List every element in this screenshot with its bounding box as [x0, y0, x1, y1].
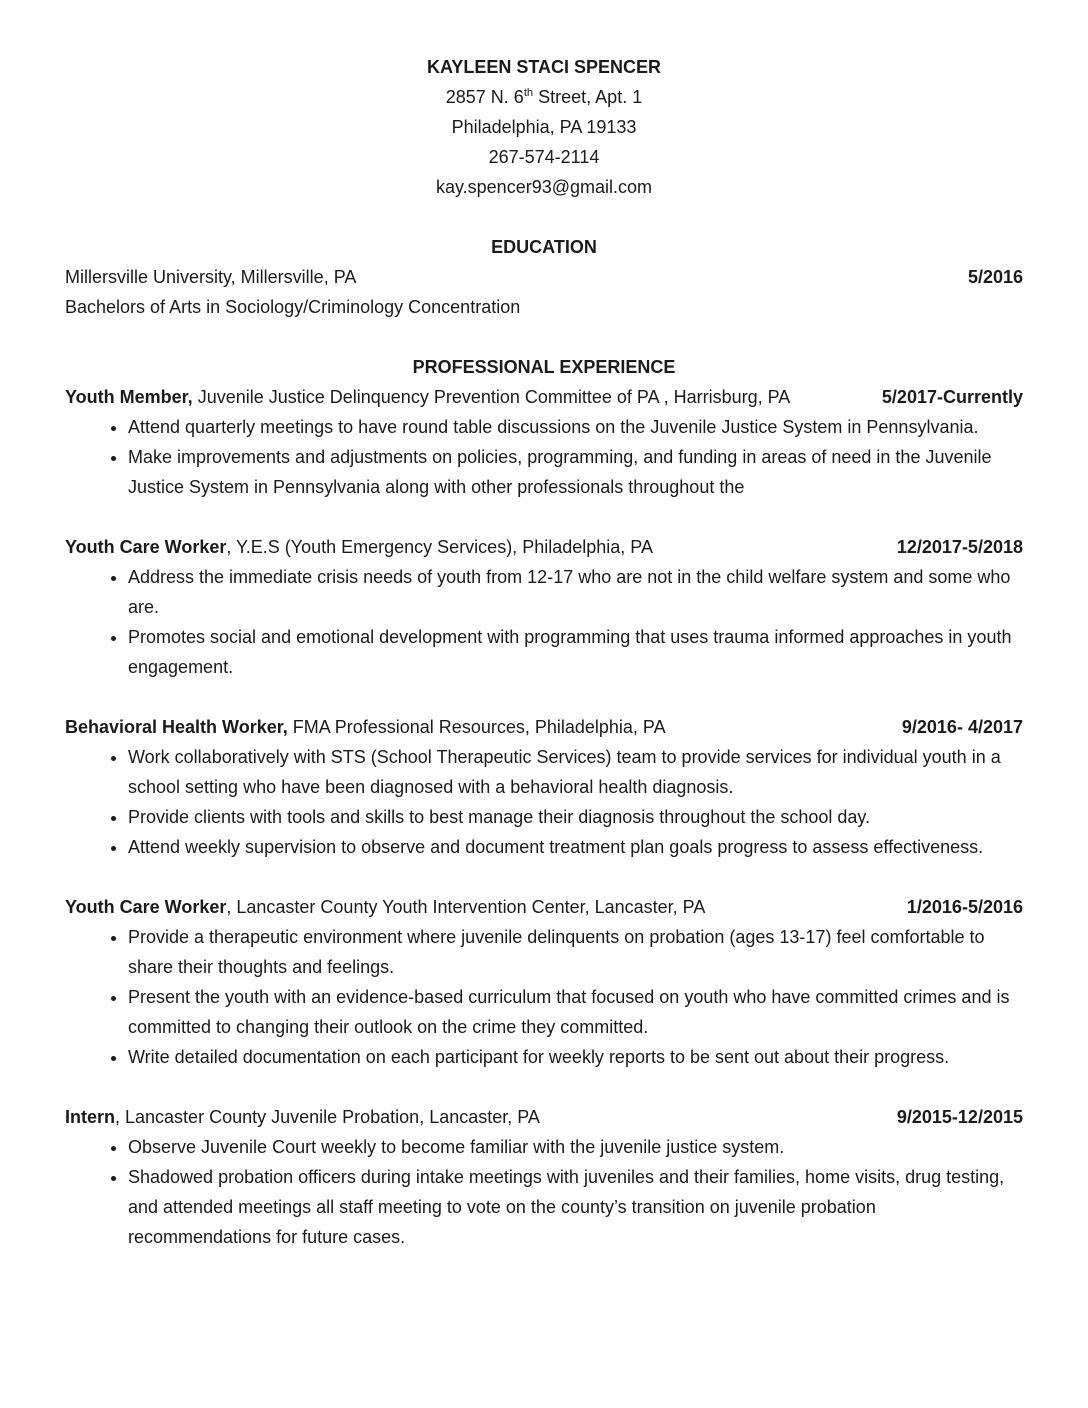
job-entry-intern	[65, 1102, 1023, 1252]
address-number: 2857 N. 6	[445, 87, 524, 107]
job-title: Youth Care Worker	[65, 537, 227, 557]
job-bullets	[65, 742, 1023, 862]
education-heading: EDUCATION	[491, 237, 597, 257]
bullet-item: • Present the youth with an evidence-based curriculum that focused on youth who have committed crimes and is committed to changing their outlook on the crime they committed.	[128, 982, 1023, 1042]
job-entry-youth-care-worker-yes	[65, 532, 1023, 682]
job-header	[65, 1102, 1023, 1132]
job-bullets	[65, 1132, 1023, 1252]
contact-header	[65, 52, 1023, 202]
email-address: kay.spencer93@gmail.com	[435, 177, 653, 197]
experience-heading: PROFESSIONAL EXPERIENCE	[412, 357, 676, 377]
education-section	[65, 232, 1023, 322]
bullet-item: • Work collaboratively with STS (School Therapeutic Services) team to provide services for individual youth in a school setting who have been diagnosed with a behavioral health diagnosis.	[128, 742, 1023, 802]
education-entry	[65, 262, 1023, 292]
job-title: Intern	[65, 1107, 116, 1127]
education-degree: Bachelors of Arts in Sociology/Criminology Concentration	[65, 297, 521, 317]
job-header	[65, 382, 1023, 412]
job-bullets	[65, 412, 1023, 502]
education-school: Millersville University, Millersville, PA	[65, 267, 357, 287]
job-date: 9/2015-12/2015	[896, 1107, 1023, 1127]
job-date: 5/2017-Currently	[881, 387, 1023, 407]
job-title-line	[65, 382, 790, 412]
job-company: , Y.E.S (Youth Emergency Services), Philadelphia, PA	[226, 537, 653, 557]
job-entry-youth-care-worker-lancaster	[65, 892, 1023, 1072]
job-company: Juvenile Justice Delinquency Prevention Committee of PA , Harrisburg, PA	[192, 387, 791, 407]
bullet-item: • Attend weekly supervision to observe and document treatment plan goals progress to assess effectiveness.	[128, 832, 1023, 862]
phone-number: 267-574-2114	[488, 147, 600, 167]
address-rest: Street, Apt. 1	[533, 87, 643, 107]
job-entry-youth-member	[65, 382, 1023, 502]
experience-section	[65, 352, 1023, 1252]
city-line: Philadelphia, PA 19133	[451, 117, 637, 137]
job-date: 9/2016- 4/2017	[901, 717, 1023, 737]
job-company: FMA Professional Resources, Philadelphia, PA	[287, 717, 666, 737]
education-date: 5/2016	[967, 267, 1023, 287]
address-ordinal-suffix: th	[523, 87, 534, 99]
job-bullets	[65, 562, 1023, 682]
job-title-line	[65, 1102, 540, 1132]
job-company: , Lancaster County Youth Intervention Center, Lancaster, PA	[226, 897, 706, 917]
job-entry-behavioral-health-worker	[65, 712, 1023, 862]
job-title-line	[65, 712, 666, 742]
job-title: Behavioral Health Worker,	[65, 717, 288, 737]
person-name: KAYLEEN STACI SPENCER	[426, 57, 662, 77]
bullet-item: • Shadowed probation officers during intake meetings with juveniles and their families, home visits, drug testing, and attended meetings all staff meeting to vote on the county’s transition on juvenile probation recommendations for future cases.	[128, 1162, 1023, 1252]
job-title-line	[65, 532, 653, 562]
bullet-item: • Attend quarterly meetings to have round table discussions on the Juvenile Justice System in Pennsylvania.	[128, 412, 1023, 442]
job-header	[65, 892, 1023, 922]
address-line	[65, 82, 1023, 112]
bullet-item: • Promotes social and emotional development with programming that uses trauma informed approaches in youth engagement.	[128, 622, 1023, 682]
bullet-item: • Address the immediate crisis needs of youth from 12-17 who are not in the child welfare system and some who are.	[128, 562, 1023, 622]
bullet-item: • Make improvements and adjustments on policies, programming, and funding in areas of need in the Juvenile Justice System in Pennsylvania along with other professionals throughout the	[128, 442, 1023, 502]
job-title: Youth Care Worker	[65, 897, 227, 917]
bullet-item: • Provide clients with tools and skills to best manage their diagnosis throughout the school day.	[128, 802, 1023, 832]
job-company: , Lancaster County Juvenile Probation, Lancaster, PA	[115, 1107, 540, 1127]
job-date: 1/2016-5/2016	[906, 897, 1023, 917]
job-bullets	[65, 922, 1023, 1072]
job-header	[65, 532, 1023, 562]
bullet-item: • Observe Juvenile Court weekly to become familiar with the juvenile justice system.	[128, 1132, 1023, 1162]
job-header	[65, 712, 1023, 742]
job-date: 12/2017-5/2018	[896, 537, 1023, 557]
job-title-line	[65, 892, 705, 922]
bullet-item: • Provide a therapeutic environment where juvenile delinquents on probation (ages 13-17) feel comfortable to share their thoughts and feelings.	[128, 922, 1023, 982]
bullet-item: • Write detailed documentation on each participant for weekly reports to be sent out about their progress.	[128, 1042, 1023, 1072]
job-title: Youth Member,	[65, 387, 193, 407]
